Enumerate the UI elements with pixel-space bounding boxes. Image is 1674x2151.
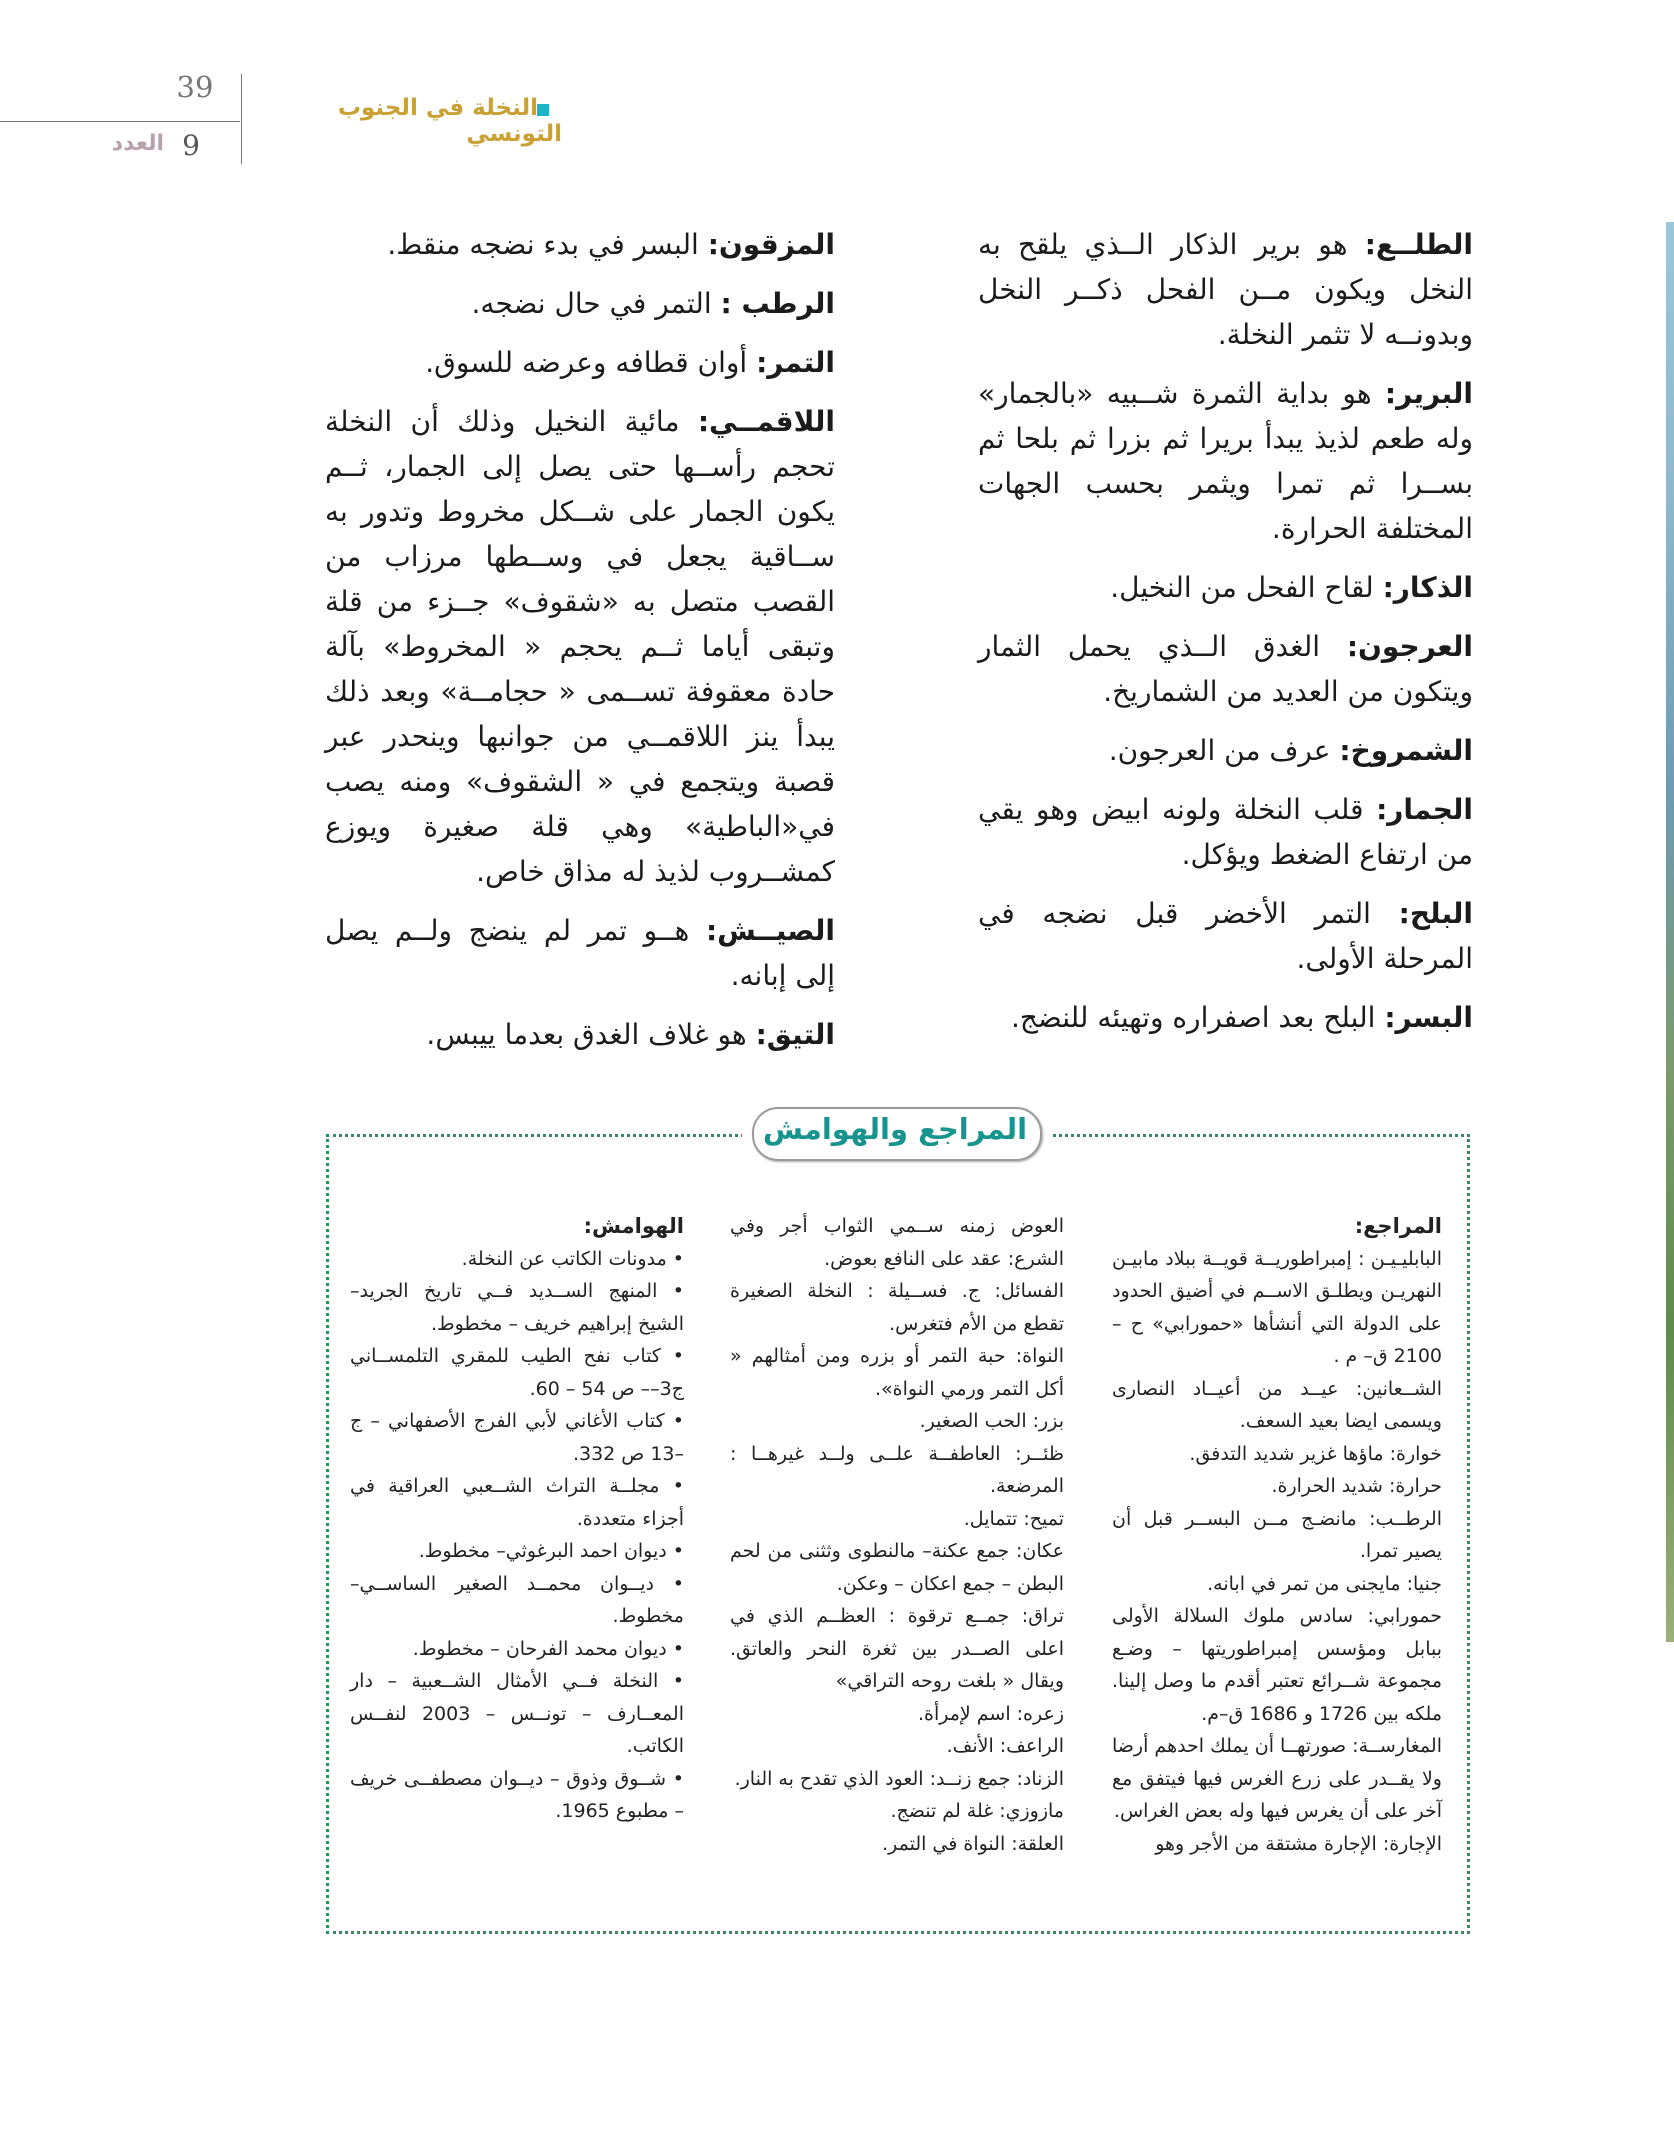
references-list — [1112, 1243, 1442, 1861]
glossary-term: البرير: — [1384, 377, 1473, 410]
glossary-definition: عرف من العرجون. — [1108, 734, 1340, 767]
references-column-2 — [730, 1210, 1064, 1860]
footnote-item: • كتاب الأغاني لأبي الفرج الأصفهاني – ج –13 ص 332. — [350, 1405, 684, 1470]
glossary-entry — [325, 399, 835, 894]
page-number: 39 — [176, 70, 214, 104]
reference-item: حرارة: شديد الحرارة. — [1271, 1475, 1442, 1497]
glossary-definition: الغدق الــذي يحمل الثمار ويتكون من العديد من الشماريخ. — [978, 630, 1473, 708]
header-divider — [241, 74, 242, 164]
reference-item: خوارة: ماؤها غزير شديد التدفق. — [1189, 1442, 1442, 1465]
glossary-entry — [978, 787, 1473, 877]
reference-item: جنيا: مايجنى من تمر في ابانه. — [1207, 1572, 1442, 1595]
footnotes-column — [350, 1210, 684, 1828]
footnote-item: • ديوان احمد البرغوثي– مخطوط. — [350, 1535, 684, 1568]
glossary-term: الجمار: — [1376, 793, 1473, 826]
glossary-definition: مائية النخيل وذلك أن النخلة تحجم رأســها حتى يصل إلى الجمار، ثــم يكون الجمار على شــكل مخروط وتدور به ســاقية يجعل في وســطها مرزاب من القصب متصل به «شقوف» جــزء من قلة وتبقى أياما ثــم يحجم « المخروط» بآلة حادة معقوفة تســمى « حجامــة» وبعد ذلك يبدأ ينز اللاقمــي من جوانبها وينحدر عبر قصبة ويتجمع في « الشقوف» ومنه يصب في«الباطية» وهي قلة صغيرة ويوزع كمشــروب لذيذ له مذاق خاص. — [325, 405, 835, 888]
footnote-item: • النخلة فــي الأمثال الشــعبية – دار المعــارف – تونــس – 2003 لنفــس الكاتب. — [350, 1665, 684, 1763]
glossary-entry — [325, 908, 835, 998]
glossary-entry — [978, 624, 1473, 714]
glossary-definition: لقاح الفحل من النخيل. — [1110, 571, 1383, 604]
reference-item: تميح: تتمايل. — [963, 1507, 1064, 1530]
glossary-definition: هــو تمر لم ينضج ولــم يصل إلى إبانه. — [325, 914, 835, 992]
reference-item: الفسائل: ج. فســيلة : النخلة الصغيرة تقطع من الأم فتغرس. — [730, 1280, 1064, 1335]
glossary-term: الذكار: — [1382, 571, 1473, 604]
reference-item: الشــعانين: عيــد من أعيــاد النصارى ويسمى ايضا بعيد السعف. — [1112, 1377, 1442, 1432]
glossary-term: التمر: — [756, 346, 835, 379]
reference-item: عكان: جمع عكنة– مالنطوى وثثنى من لحم البطن – جمع اعكان – وعكن. — [730, 1540, 1064, 1595]
glossary-term: الطلــع: — [1364, 228, 1473, 261]
reference-item: العلقة: النواة في التمر. — [882, 1832, 1064, 1855]
glossary-definition: قلب النخلة ولونه ابيض وهو يقي من ارتفاع الضغط ويؤكل. — [978, 793, 1473, 871]
glossary-definition: هو برير الذكار الــذي يلقح به النخل ويكون مــن الفحل ذكــر النخل وبدونــه لا تثمر النخلة. — [978, 228, 1473, 351]
glossary-definition: التمر الأخضر قبل نضجه في المرحلة الأولى. — [978, 897, 1473, 975]
reference-item: العوض زمنه ســمي الثواب أجر وفي الشرع: عقد على النافع بعوض. — [730, 1215, 1064, 1270]
reference-item: المغارســة: صورتهــا أن يملك احدهم أرضا ولا يقــدر على زرع الغرس فيها فيتفق مع آخر على أن يغرس فيها وله بعض الغراس. — [1112, 1735, 1442, 1822]
running-title — [262, 95, 562, 147]
header-rule — [0, 121, 240, 122]
glossary-term: الصيــش: — [705, 914, 835, 947]
reference-item: حمورابي: سادس ملوك السلالة الأولى ببابل ومؤسس إمبراطوريتها – وضـع مجموعة شــرائع تعتبر أقدم ما وصل إلينا. ملكه بين 1726 و 1686 ق–م. — [1112, 1605, 1442, 1725]
glossary-entry — [978, 728, 1473, 773]
footnote-item: • كتاب نفح الطيب للمقري التلمســاني ج3–– ص 54 – 60. — [350, 1340, 684, 1405]
glossary-entry — [978, 371, 1473, 551]
footnote-item: • المنهج الســديد فــي تاريخ الجريد– الشيخ إبراهيم خريف – مخطوط. — [350, 1275, 684, 1340]
glossary-term: التيق: — [755, 1018, 835, 1051]
issue-label: العدد — [111, 131, 164, 156]
glossary-term: الرطب : — [720, 287, 835, 320]
reference-item: الراعف: الأنف. — [946, 1735, 1064, 1757]
glossary-definition: هو بداية الثمرة شــبيه «بالجمار» وله طعم لذيذ يبدأ بريرا ثم بزرا ثم بلحا ثم بســرا ثم تمرا ويثمر بحسب الجهات المختلفة الحرارة. — [978, 377, 1473, 545]
glossary-entry — [978, 995, 1473, 1040]
glossary-definition: البسر في بدء نضجه منقط. — [387, 228, 708, 261]
reference-item: ظئــر: العاطفــة علــى ولــد غيرهــا : المرضعة. — [730, 1442, 1064, 1497]
glossary-entry — [978, 891, 1473, 981]
reference-item: تراق: جمــع ترقوة : العظــم الذي في اعلى الصــدر بين ثغرة النحر والعاتق. ويقال « بلغت روحه التراقي» — [730, 1605, 1064, 1692]
glossary-entry — [978, 222, 1473, 357]
references-column-1 — [1112, 1210, 1442, 1860]
glossary-definition: أوان قطافه وعرضه للسوق. — [425, 346, 757, 379]
references-heading: المراجع: — [1354, 1214, 1442, 1238]
footnote-item: • ديــوان محمــد الصغير الساســي– مخطوط. — [350, 1568, 684, 1633]
glossary-definition: هو غلاف الغدق بعدما ييبس. — [426, 1018, 756, 1051]
reference-item: البابليـيـن : إمبراطوريــة قويــة ببلاد مابيـن النهريـن ويطلـق الاســم في أضيق الحدود على الدولة التي أنشأها «حمورابي» ح – 2100 ق– م . — [1112, 1247, 1442, 1367]
reference-item: الزناد: جمع زنــد: العود الذي تقدح به النار. — [734, 1767, 1064, 1790]
reference-item: مازوزي: غلة لم تنضج. — [890, 1800, 1064, 1822]
glossary-definition: التمر في حال نضجه. — [471, 287, 721, 320]
running-title-text: النخلة في الجنوب التونسي — [337, 95, 562, 147]
glossary-entry — [325, 281, 835, 326]
reference-item: بزر: الحب الصغير. — [919, 1410, 1064, 1432]
footnote-item: • مدونات الكاتب عن النخلة. — [350, 1243, 684, 1276]
references-title: المراجع والهوامش — [762, 1112, 1028, 1146]
glossary-term: المزقون: — [707, 228, 835, 261]
glossary-term: الشمروخ: — [1339, 734, 1473, 767]
reference-item: النواة: حبة التمر أو بزره ومن أمثالهم « أكل التمر ورمي النواة». — [730, 1345, 1064, 1400]
glossary-term: العرجون: — [1346, 630, 1473, 663]
glossary-entry — [978, 565, 1473, 610]
references-list-continued — [730, 1210, 1064, 1860]
glossary-term: اللاقمــي: — [697, 405, 835, 438]
glossary-entry — [325, 340, 835, 385]
glossary-term: البسر: — [1384, 1001, 1473, 1034]
footnote-item: • شــوق وذوق – ديــوان مصطفــى خريف – مطبوع 1965. — [350, 1763, 684, 1828]
side-photo-strip — [1666, 222, 1674, 1642]
glossary-column-left — [325, 222, 835, 1071]
reference-item: الرطــب: مانضـج مــن البســر قبل أن يصير تمرا. — [1112, 1507, 1442, 1562]
glossary-column-right — [978, 222, 1473, 1054]
footnote-item: • مجلــة التراث الشــعبي العراقية في أجزاء متعددة. — [350, 1470, 684, 1535]
glossary-term: البلح: — [1398, 897, 1473, 930]
footnotes-heading: الهوامش: — [583, 1214, 684, 1238]
reference-item: الإجارة: الإجارة مشتقة من الأجر وهو — [1155, 1832, 1442, 1855]
glossary-entry — [325, 222, 835, 267]
glossary-definition: البلح بعد اصفراره وتهيئه للنضج. — [1010, 1001, 1385, 1034]
issue-number: 9 — [182, 129, 200, 162]
footnote-item: • ديوان محمد الفرحان – مخطوط. — [350, 1633, 684, 1666]
glossary-entry — [325, 1012, 835, 1057]
reference-item: زعره: اسم لإمرأة. — [917, 1702, 1064, 1725]
footnotes-list — [350, 1243, 684, 1828]
